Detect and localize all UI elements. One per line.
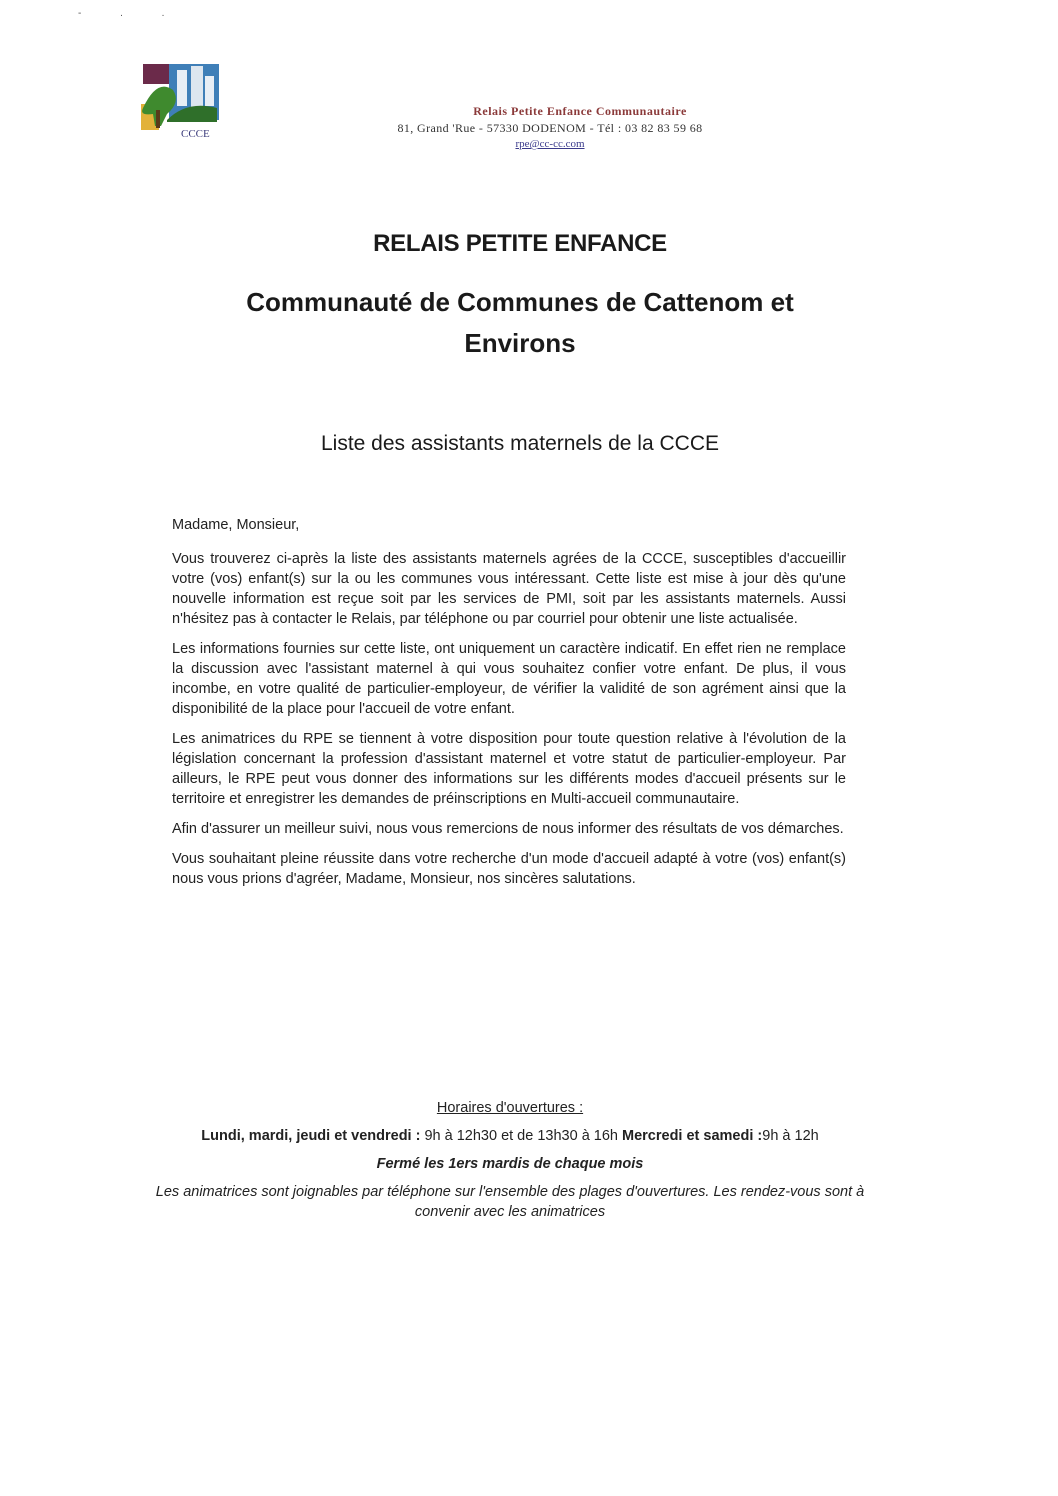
hours-contact-note: Les animatrices sont joignables par téléphone sur l'ensemble des plages d'ouvertures. Les rendez-vous sont à convenir avec les animatrices (155, 1184, 865, 1220)
letterhead-organization: Relais Petite Enfance Communautaire (473, 104, 687, 118)
hours-days-b: Mercredi et samedi : (622, 1128, 763, 1144)
page-title: RELAIS PETITE ENFANCE (373, 230, 667, 257)
hours-schedule (150, 1126, 870, 1146)
letter-paragraph: Afin d'assurer un meilleur suivi, nous vous remercions de nous informer des résultats de vos démarches. (172, 821, 844, 837)
letterhead-email[interactable]: rpe@cc-cc.com (515, 138, 585, 150)
hours-times-a: 9h à 12h30 et de 13h30 à 16h (420, 1128, 623, 1144)
opening-hours (150, 1098, 870, 1222)
letter-paragraph: Vous souhaitant pleine réussite dans votre recherche d'un mode d'accueil adapté à votre (vos) enfant(s) nous vous prions d'agréer, Madame, Monsieur, nos sincères salutations. (172, 851, 846, 887)
letter-greeting: Madame, Monsieur, (172, 517, 300, 533)
organization-title: Communauté de Communes de Cattenom et Environs (246, 287, 794, 358)
hours-times-b: 9h à 12h (762, 1128, 819, 1144)
hours-days-a: Lundi, mardi, jeudi et vendredi : (201, 1128, 421, 1144)
letter-paragraph: Les animatrices du RPE se tiennent à votre disposition pour toute question relative à l'évolution de la législation concernant la profession d'assistant maternel et votre statut de particulier-employeur. Par ailleurs, le RPE peut vous donner des informations sur les différents modes d'accueil présents sur le territoire et enregistrer les demandes de préinscriptions en Multi-accueil communautaire. (172, 731, 846, 807)
letterhead (330, 104, 770, 150)
ccce-logo (137, 60, 223, 142)
document-subtitle: Liste des assistants maternels de la CCCE (320, 432, 719, 455)
letter-body (172, 515, 846, 899)
letter-paragraph: Les informations fournies sur cette liste, ont uniquement un caractère indicatif. En effet rien ne remplace la discussion avec l'assistant maternel à qui vous souhaitez confier votre enfant. De plus, il vous incombe, en votre qualité de particulier-employeur, de vérifier la validité de son agrément ainsi que la disponibilité de la place pour l'accueil de votre enfant. (172, 641, 846, 717)
scan-artifact: - . . (78, 8, 183, 19)
hours-title: Horaires d'ouvertures : (436, 1100, 584, 1116)
hours-closed-note: Fermé les 1ers mardis de chaque mois (376, 1156, 644, 1172)
letter-paragraph: Vous trouverez ci-après la liste des assistants maternels agrées de la CCCE, susceptibles d'accueillir votre (vos) enfant(s) sur la ou les communes vous intéressant. Cette liste est mise à jour dès qu'une nouvelle information est reçue soit par les services de PMI, soit par les assistants maternels. Aussi n'hésitez pas à contacter le Relais, par téléphone ou par courriel pour obtenir une liste actualisée. (172, 551, 846, 627)
logo-text: CCCE (181, 128, 210, 140)
letterhead-address: 81, Grand 'Rue - 57330 DODENOM - Tél : 03 82 83 59 68 (397, 121, 703, 135)
